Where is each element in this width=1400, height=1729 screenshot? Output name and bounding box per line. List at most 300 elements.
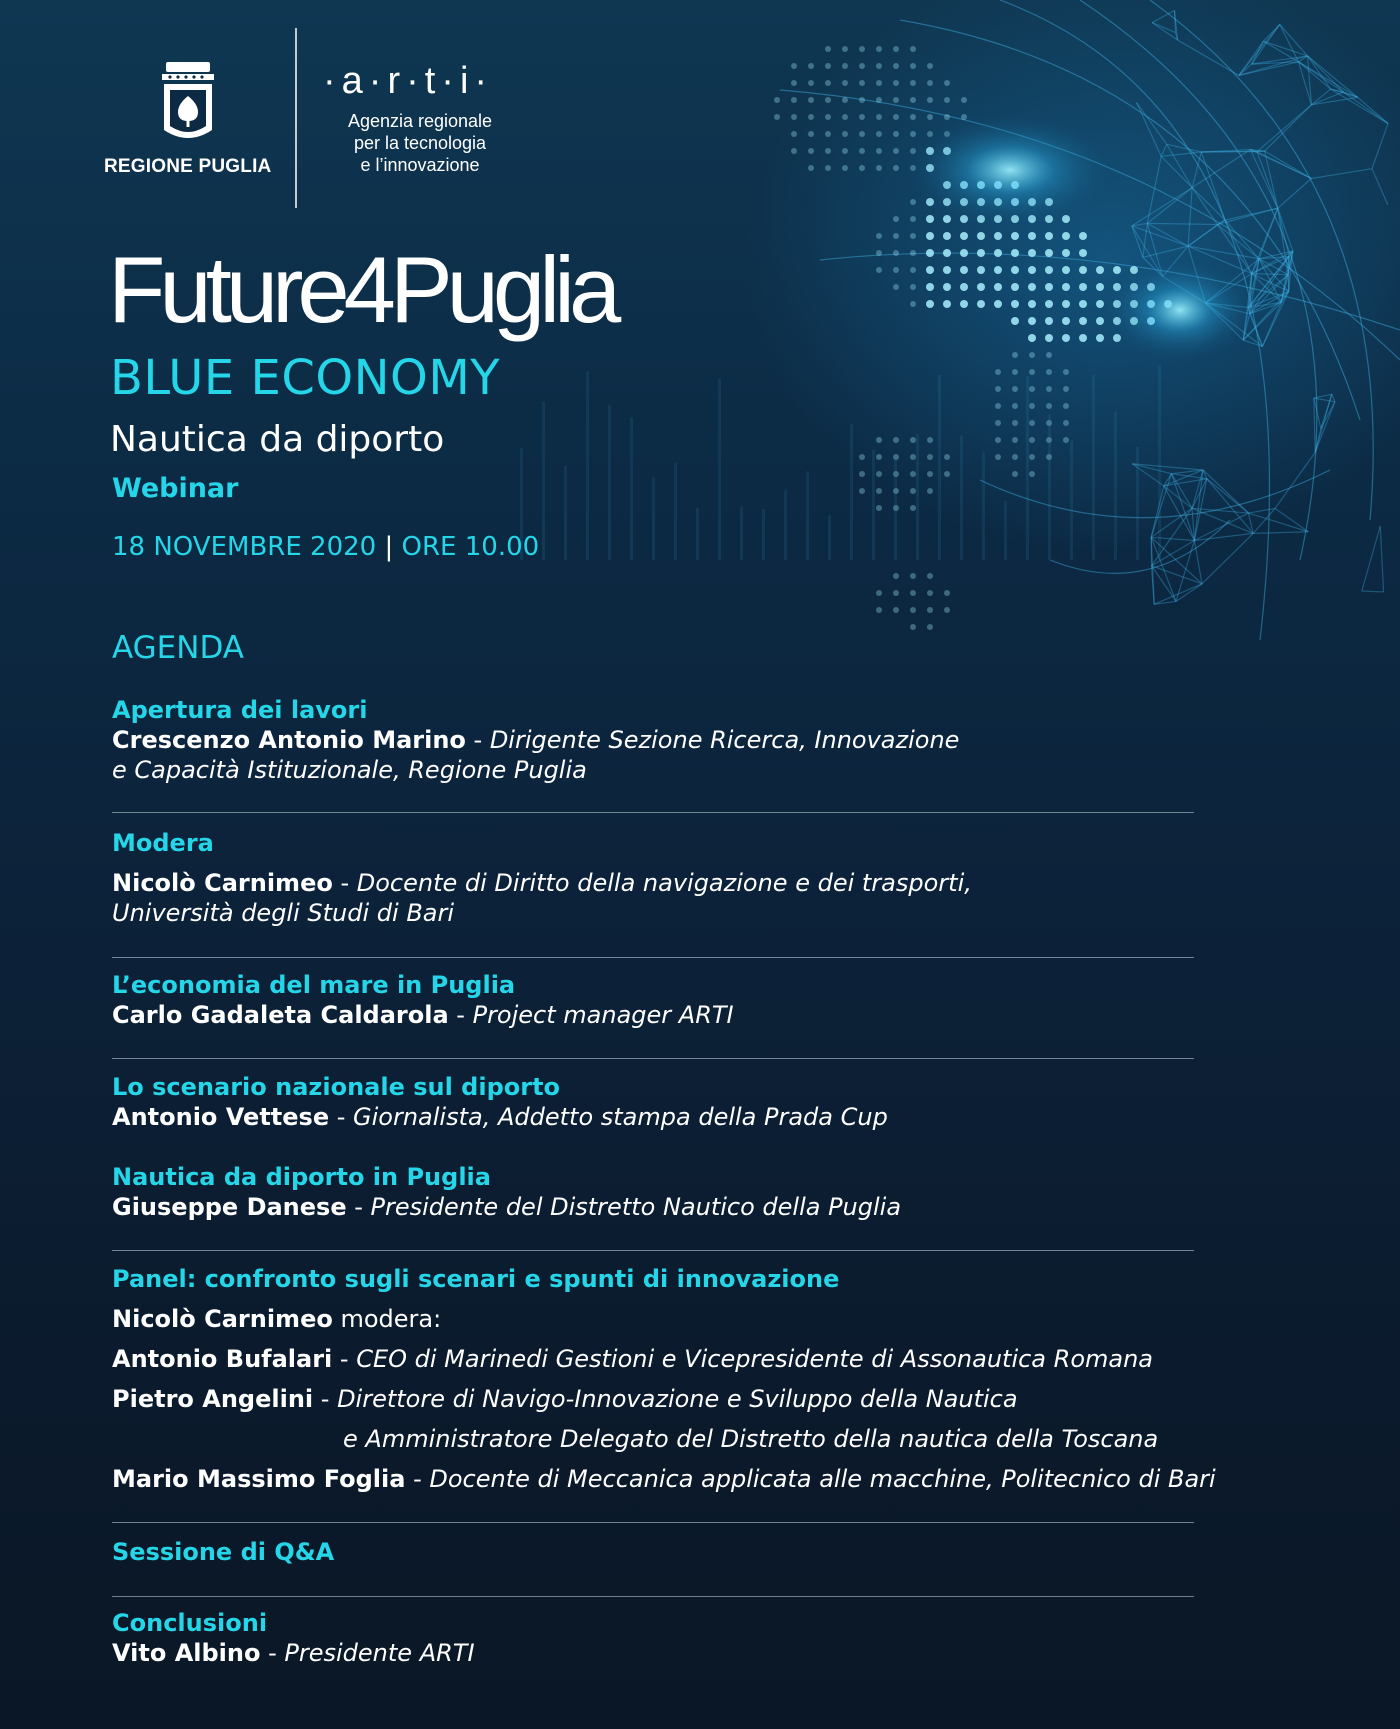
speaker-line (112, 725, 959, 755)
mesh-line (1243, 340, 1262, 346)
speaker-name: Carlo Gadaleta Caldarola (112, 1001, 449, 1029)
map-dot (943, 249, 951, 257)
map-dot (943, 300, 951, 308)
mesh-line (1164, 486, 1192, 508)
map-dot (910, 471, 916, 477)
map-dot (876, 80, 882, 86)
map-dot (927, 454, 933, 460)
map-dot (1062, 300, 1070, 308)
speaker-name: Vito Albino (112, 1639, 261, 1667)
map-dot (926, 232, 934, 240)
mesh-line (1265, 105, 1312, 151)
map-dot (910, 284, 916, 290)
map-dot (910, 233, 916, 239)
map-dot (1029, 454, 1035, 460)
map-dot (995, 403, 1001, 409)
map-dot (808, 80, 814, 86)
moderator-word: modera: (332, 1305, 442, 1333)
mesh-line (1202, 533, 1253, 583)
map-dot (994, 266, 1002, 274)
speaker-role-continued: e Capacità Istituzionale, Regione Puglia (112, 756, 587, 784)
map-dot (842, 46, 848, 52)
map-dot (1029, 437, 1035, 443)
map-dot (944, 454, 950, 460)
regione-puglia-logo-text: REGIONE PUGLIA (104, 156, 272, 177)
speaker-role-continued: Università degli Studi di Bari (112, 899, 455, 927)
map-dot (1063, 403, 1069, 409)
map-dot (1011, 283, 1019, 291)
map-dot (927, 80, 933, 86)
map-dot (1011, 266, 1019, 274)
map-dot (1062, 249, 1070, 257)
map-dot (960, 249, 968, 257)
map-dot (876, 131, 882, 137)
mesh-line (1151, 537, 1194, 540)
map-dot (1063, 369, 1069, 375)
map-dot (876, 250, 882, 256)
decor-bar (762, 509, 765, 560)
mesh-line (1253, 532, 1308, 534)
map-dot (842, 165, 848, 171)
decor-bar (630, 418, 633, 560)
mesh-line (1188, 188, 1192, 247)
mesh-line (1137, 103, 1162, 157)
map-dot (960, 266, 968, 274)
map-dot (876, 46, 882, 52)
dash: - (260, 1639, 285, 1667)
agenda-section-title: Conclusioni (112, 1609, 268, 1637)
map-dot (893, 114, 899, 120)
mesh-line (1250, 150, 1277, 209)
map-dot (1096, 334, 1104, 342)
map-dot (1062, 334, 1070, 342)
map-dot (927, 114, 933, 120)
map-dot (1011, 232, 1019, 240)
decor-bar (564, 466, 567, 560)
map-dot (808, 97, 814, 103)
speaker-name: Crescenzo Antonio Marino (112, 726, 466, 754)
decor-bar (1114, 412, 1117, 560)
map-dot (961, 97, 967, 103)
map-dot (842, 148, 848, 154)
map-dot (893, 233, 899, 239)
map-dot (910, 114, 916, 120)
mesh-line (1154, 584, 1202, 604)
map-dot (910, 590, 916, 596)
speaker-role: Direttore di Navigo-Innovazione e Sviluppo della Nautica (337, 1385, 1018, 1413)
section-divider (112, 957, 1194, 958)
mesh-line (1275, 508, 1308, 531)
decor-bar (938, 375, 941, 560)
mesh-line (1332, 394, 1335, 402)
section-divider (112, 1596, 1194, 1597)
map-dot (1046, 369, 1052, 375)
speaker-role: Presidente ARTI (284, 1639, 475, 1667)
map-dot (859, 488, 865, 494)
map-dot (910, 301, 916, 307)
decor-bar (1070, 440, 1073, 560)
map-dot (1063, 386, 1069, 392)
decor-bar (982, 453, 985, 560)
map-dot (893, 590, 899, 596)
map-dot (1046, 386, 1052, 392)
map-dot (1062, 232, 1070, 240)
mesh-line (1137, 103, 1167, 145)
map-dot (876, 114, 882, 120)
map-dot (791, 80, 797, 86)
map-dot (910, 437, 916, 443)
map-dot (1046, 352, 1052, 358)
map-dot (977, 283, 985, 291)
map-dot (926, 300, 934, 308)
map-dot (910, 216, 916, 222)
map-dot (995, 420, 1001, 426)
map-dot (842, 131, 848, 137)
map-dot (876, 505, 882, 511)
map-dot (876, 471, 882, 477)
map-dot (791, 148, 797, 154)
map-dot (910, 488, 916, 494)
mesh-line (1207, 479, 1253, 534)
map-dot (876, 97, 882, 103)
map-dot (893, 607, 899, 613)
map-dot (893, 80, 899, 86)
map-dot (960, 232, 968, 240)
map-dot (977, 232, 985, 240)
map-dot (1045, 317, 1053, 325)
map-dot (893, 46, 899, 52)
section-divider (112, 1522, 1194, 1523)
decor-bar (1092, 375, 1095, 560)
map-dot (825, 97, 831, 103)
map-dot (774, 114, 780, 120)
map-dot (944, 590, 950, 596)
map-dot (859, 46, 865, 52)
decor-bar (916, 434, 919, 560)
decor-bar (586, 371, 589, 560)
section-divider (112, 1058, 1194, 1059)
agenda-section-title: Modera (112, 829, 214, 857)
map-dot (1079, 334, 1087, 342)
speaker-line (112, 1638, 475, 1668)
map-dot (876, 63, 882, 69)
map-dot (842, 114, 848, 120)
map-dot (995, 437, 1001, 443)
mesh-line (1314, 398, 1315, 452)
map-dot (876, 607, 882, 613)
panel-moderator-line (112, 1304, 441, 1334)
map-dot (1079, 266, 1087, 274)
mesh-line (1257, 105, 1311, 152)
mesh-line (1372, 123, 1388, 168)
map-dot (1045, 232, 1053, 240)
mesh-line (1331, 89, 1388, 123)
map-dot (893, 63, 899, 69)
agenda-section-title: Panel: confronto sugli scenari e spunti di innovazione (112, 1265, 840, 1293)
decor-bar (850, 424, 853, 560)
mesh-line (1132, 188, 1192, 226)
map-dot (1012, 437, 1018, 443)
map-dot (859, 148, 865, 154)
dash: - (465, 726, 490, 754)
map-dot (825, 148, 831, 154)
map-dot (910, 454, 916, 460)
agenda-section-title: Nautica da diporto in Puglia (112, 1163, 491, 1191)
mesh-line (1311, 169, 1372, 179)
decor-bar (1158, 365, 1161, 560)
map-dot (859, 131, 865, 137)
map-dot (1028, 232, 1036, 240)
map-dot (927, 488, 933, 494)
map-dot (944, 114, 950, 120)
map-dot (808, 148, 814, 154)
mesh-line (1252, 274, 1288, 275)
map-dot (944, 471, 950, 477)
speaker-role-continued: e Amministratore Delegato del Distretto della nautica della Toscana (343, 1425, 1159, 1453)
map-dot (1028, 249, 1036, 257)
speaker-role: Giornalista, Addetto stampa della Prada Cup (353, 1103, 888, 1131)
speaker-name: Nicolò Carnimeo (112, 1305, 333, 1333)
decor-bar (1136, 447, 1139, 560)
map-dot (825, 165, 831, 171)
event-title: Future4Puglia (108, 237, 616, 342)
decor-bar (696, 508, 699, 560)
decor-bar (718, 379, 721, 560)
map-dot (1113, 266, 1121, 274)
speaker-name: Antonio Vettese (112, 1103, 330, 1131)
decor-bar (1004, 501, 1007, 560)
decor-bar (652, 477, 655, 560)
mesh-line (1147, 223, 1217, 224)
map-dot (944, 97, 950, 103)
mesh-line (1143, 223, 1147, 257)
speaker-role: Docente di Meccanica applicata alle macchine, Politecnico di Bari (429, 1465, 1216, 1493)
event-datetime (112, 531, 539, 563)
map-dot (1012, 386, 1018, 392)
mesh-line (1225, 220, 1252, 274)
map-dot (1029, 369, 1035, 375)
agenda-section-title: Apertura dei lavori (112, 696, 368, 724)
section-divider (112, 1250, 1194, 1251)
map-dot (1012, 454, 1018, 460)
map-dot (926, 215, 934, 223)
speaker-name: Nicolò Carnimeo (112, 869, 333, 897)
mesh-line (1315, 402, 1335, 453)
map-dot (791, 114, 797, 120)
decor-bar (740, 507, 743, 560)
map-dot (825, 131, 831, 137)
logo-divider (295, 28, 297, 208)
mesh-line (1178, 40, 1239, 75)
section-divider (112, 812, 1194, 813)
map-dot (859, 471, 865, 477)
dash: - (346, 1193, 371, 1221)
speaker-name: Mario Massimo Foglia (112, 1465, 406, 1493)
map-dot (910, 573, 916, 579)
event-topic: Nautica da diporto (110, 419, 445, 460)
map-dot (1011, 249, 1019, 257)
map-dot (808, 131, 814, 137)
map-dot (876, 488, 882, 494)
map-dot (1028, 283, 1036, 291)
map-dot (859, 114, 865, 120)
map-dot (927, 607, 933, 613)
map-dot (1045, 300, 1053, 308)
mesh-line (1203, 470, 1248, 513)
decor-bar (1026, 376, 1029, 560)
decor-bar (784, 490, 787, 560)
map-dot (927, 573, 933, 579)
map-dot (994, 232, 1002, 240)
map-dot (910, 607, 916, 613)
map-dot (1012, 369, 1018, 375)
map-dot (1045, 334, 1053, 342)
map-dot (910, 250, 916, 256)
dash: - (332, 1345, 357, 1373)
map-dot (876, 590, 882, 596)
speaker-name: Antonio Bufalari (112, 1345, 333, 1373)
event-subtitle: BLUE ECONOMY (110, 350, 501, 406)
map-dot (876, 233, 882, 239)
decor-bar (828, 515, 831, 560)
map-dot (1028, 317, 1036, 325)
dash: - (405, 1465, 430, 1493)
dash: - (329, 1103, 354, 1131)
speaker-role: CEO di Marinedi Gestioni e Vicepresidente di Assonautica Romana (356, 1345, 1154, 1373)
map-dot (1012, 352, 1018, 358)
map-dot (910, 80, 916, 86)
map-dot (910, 63, 916, 69)
map-dot (1028, 266, 1036, 274)
map-dot (859, 97, 865, 103)
map-dot (1012, 420, 1018, 426)
map-dot (1012, 403, 1018, 409)
speaker-line (112, 868, 972, 898)
mesh-line (1259, 208, 1278, 259)
map-dot (927, 97, 933, 103)
speaker-name: Giuseppe Danese (112, 1193, 347, 1221)
map-dot (910, 46, 916, 52)
map-dot (893, 148, 899, 154)
map-dot (808, 114, 814, 120)
map-dot (774, 97, 780, 103)
mesh-line (1380, 526, 1383, 592)
globe-arc (1050, 520, 1230, 573)
map-dot (1063, 420, 1069, 426)
mesh-line (1151, 474, 1171, 538)
decor-bar (894, 460, 897, 560)
speaker-line (112, 1000, 734, 1030)
decor-bar (674, 462, 677, 560)
map-dot (825, 114, 831, 120)
speaker-line (112, 1102, 888, 1132)
agenda-section-title: L’economia del mare in Puglia (112, 971, 516, 999)
mesh-line (1201, 152, 1225, 220)
arti-logo: ·a·r·t·i· (323, 60, 494, 102)
map-dot (1029, 386, 1035, 392)
decor-bar (542, 402, 545, 560)
speaker-role: Project manager ARTI (472, 1001, 734, 1029)
map-dot (910, 267, 916, 273)
map-dot (1045, 249, 1053, 257)
speaker-role: Docente di Diritto della navigazione e dei trasporti, (356, 869, 972, 897)
map-dot (1079, 232, 1087, 240)
map-dot (1062, 283, 1070, 291)
map-dot (1062, 266, 1070, 274)
speaker-line (112, 1464, 1216, 1494)
map-dot (910, 505, 916, 511)
decor-bar (960, 435, 963, 560)
map-dot (910, 624, 916, 630)
map-dot (926, 249, 934, 257)
map-dot (1062, 317, 1070, 325)
map-dot (1096, 266, 1104, 274)
map-dot (977, 249, 985, 257)
arti-subtitle-line: Agenzia regionale (347, 111, 493, 131)
map-dot (1011, 317, 1019, 325)
map-dot (859, 63, 865, 69)
arti-subtitle-line: e l’innovazione (360, 155, 480, 175)
decor-bar (872, 450, 875, 560)
map-dot (1029, 352, 1035, 358)
map-dot (1028, 334, 1036, 342)
map-dot (893, 131, 899, 137)
event-format: Webinar (112, 473, 239, 504)
dash: - (448, 1001, 473, 1029)
regione-puglia-crest-icon (160, 60, 216, 144)
mesh-line (1278, 178, 1312, 208)
map-dot (977, 266, 985, 274)
map-dot (944, 80, 950, 86)
mesh-line (1362, 591, 1384, 592)
map-dot (1012, 471, 1018, 477)
map-dot (944, 607, 950, 613)
map-dot (927, 471, 933, 477)
event-date: 18 NOVEMBRE 2020 (112, 532, 377, 562)
dash: - (332, 869, 357, 897)
speaker-line (112, 1192, 901, 1222)
map-dot (927, 63, 933, 69)
map-dot (943, 266, 951, 274)
map-dot (1045, 283, 1053, 291)
mesh-line (1372, 169, 1388, 205)
map-dot (977, 300, 985, 308)
map-dot (893, 216, 899, 222)
map-dot (842, 63, 848, 69)
arti-logo-subtitle (340, 110, 500, 176)
map-dot (876, 454, 882, 460)
mesh-line (1188, 224, 1217, 246)
map-dot (995, 386, 1001, 392)
map-dot (825, 80, 831, 86)
map-dot (893, 573, 899, 579)
map-dot (791, 63, 797, 69)
map-dot (876, 267, 882, 273)
map-dot (893, 267, 899, 273)
map-dot (859, 165, 865, 171)
decor-bar (806, 471, 809, 560)
map-dot (1079, 283, 1087, 291)
decor-bar (608, 405, 611, 560)
map-dot (994, 283, 1002, 291)
map-dot (893, 454, 899, 460)
map-dot (1079, 317, 1087, 325)
mesh-line (1161, 144, 1167, 156)
map-dot (926, 266, 934, 274)
map-dot (825, 63, 831, 69)
agenda-section-title: Lo scenario nazionale sul diporto (112, 1073, 561, 1101)
map-dot (943, 283, 951, 291)
